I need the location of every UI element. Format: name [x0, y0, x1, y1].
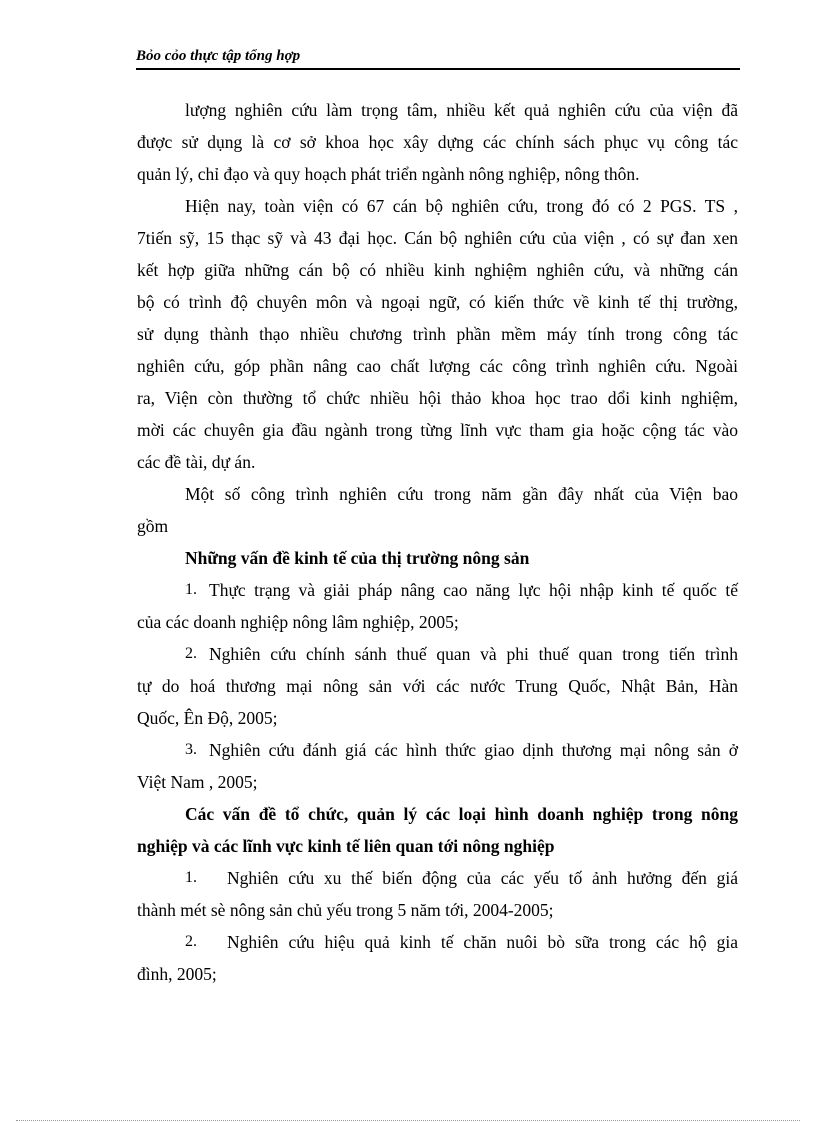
text-line: Nghiên cứu hiệu quả kinh tế chăn nuôi bò sữa trong các hộ gia — [227, 932, 738, 952]
text-line: Một số công trình nghiên cứu trong năm gần đây nhất của Viện bao — [185, 484, 738, 504]
list-item — [137, 574, 738, 638]
text-line: được sử dụng là cơ sở khoa học xây dựng các chính sách phục vụ công tác — [137, 132, 738, 152]
page-bottom-border — [16, 1120, 800, 1121]
text-line: thành mét sè nông sản chủ yếu trong 5 năm tới, 2004-2005; — [137, 900, 554, 920]
text-line: kết hợp giữa những cán bộ có nhiều kinh nghiệm nghiên cứu, và những cán — [137, 260, 738, 280]
text-line: đình, 2005; — [137, 964, 217, 984]
text-line: các đề tài, dự án. — [137, 452, 256, 472]
text-line: quản lý, chỉ đạo và quy hoạch phát triển ngành nông nghiệp, nông thôn. — [137, 164, 640, 184]
section-heading: Những vấn đề kinh tế của thị trường nông sản — [185, 548, 530, 568]
text-line: Quốc, Ên Độ, 2005; — [137, 708, 278, 728]
text-line: nghiên cứu, góp phần nâng cao chất lượng các công trình nghiên cứu. Ngoài — [137, 356, 738, 376]
item-number: 1. — [185, 869, 197, 886]
text-line: tự do hoá thương mại nông sản với các nước Trung Quốc, Nhật Bản, Hàn — [137, 676, 738, 696]
text-line: sử dụng thành thạo nhiều chương trình phần mềm máy tính trong công tác — [137, 324, 738, 344]
text-line: lượng nghiên cứu làm trọng tâm, nhiều kết quả nghiên cứu của viện đã — [185, 100, 738, 120]
item-number: 2. — [185, 645, 197, 662]
item-number: 1. — [185, 581, 197, 598]
section-heading: Các vấn đề tổ chức, quản lý các loại hình doanh nghiệp trong nông — [185, 804, 738, 824]
list-item — [137, 926, 738, 990]
item-number: 3. — [185, 741, 197, 758]
text-line: Hiện nay, toàn viện có 67 cán bộ nghiên cứu, trong đó có 2 PGS. TS , — [185, 196, 738, 216]
text-line: bộ có trình độ chuyên môn và ngoại ngữ, có kiến thức về kinh tế thị trường, — [137, 292, 738, 312]
text-line: Nghiên cứu xu thế biến động của các yếu tố ảnh hưởng đến giá — [227, 868, 738, 888]
text-line: Nghiên cứu đánh giá các hình thức giao dịnh thương mại nông sản ở — [209, 740, 738, 760]
section-heading: nghiệp và các lĩnh vực kinh tế liên quan tới nông nghiệp — [137, 836, 555, 856]
list-item — [137, 734, 738, 798]
text-line: Nghiên cứu chính sánh thuế quan và phi thuế quan trong tiến trình — [209, 644, 738, 664]
text-line: 7tiến sỹ, 15 thạc sỹ và 43 đại học. Cán bộ nghiên cứu của viện , có sự đan xen — [137, 228, 738, 248]
list-item — [137, 862, 738, 926]
text-line: ra, Viện còn thường tổ chức nhiều hội thảo khoa học trao dổi kinh nghiệm, — [137, 388, 738, 408]
paragraph-1 — [137, 94, 738, 190]
page-header: Bỏo cỏo thực tập tổng hợp — [136, 48, 740, 70]
document-body — [137, 94, 738, 990]
text-line: của các doanh nghiệp nông lâm nghiệp, 2005; — [137, 612, 459, 632]
paragraph-2 — [137, 190, 738, 478]
paragraph-3 — [137, 478, 738, 542]
text-line: gồm — [137, 516, 169, 536]
item-number: 2. — [185, 933, 197, 950]
text-line: Thực trạng và giải pháp nâng cao năng lực hội nhập kinh tế quốc tế — [209, 580, 738, 600]
text-line: mời các chuyên gia đầu ngành trong từng lĩnh vực tham gia hoặc cộng tác vào — [137, 420, 738, 440]
text-line: Việt Nam , 2005; — [137, 772, 258, 792]
list-item — [137, 638, 738, 734]
